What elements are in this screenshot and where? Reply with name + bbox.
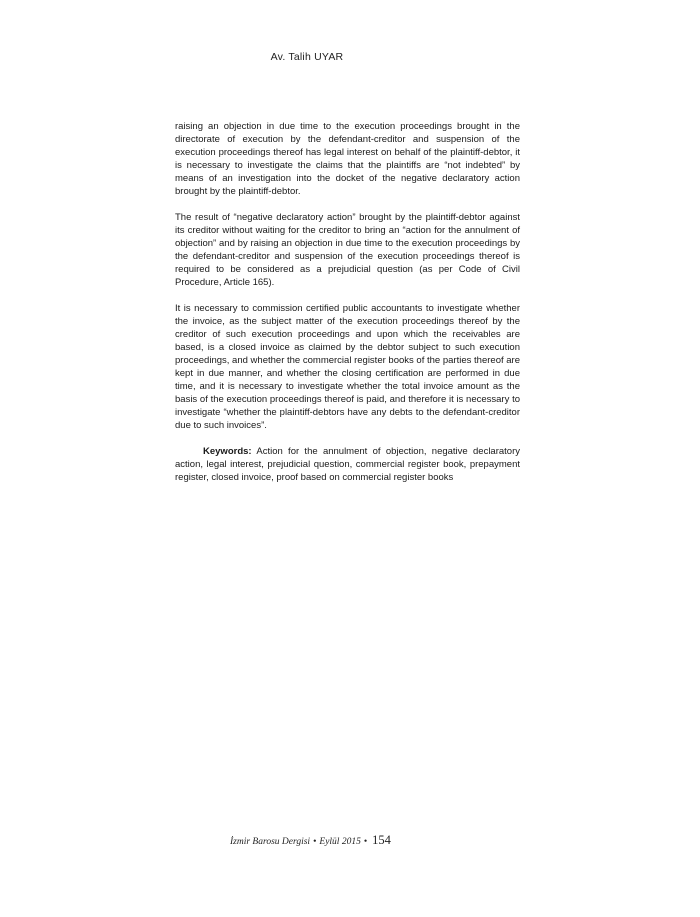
keywords-paragraph [175,445,520,484]
keywords-label: Keywords: [203,446,252,457]
body-paragraph-1: raising an objection in due time to the execution proceedings brought in the directorate of execution by the defendant-creditor and suspension of the execution proceedings thereof has legal interest on behalf of the plaintiff-debtor, it is necessary to investigate the claims that the plaintiffs are “not indebted” by means of an investigation into the docket of the negative declaratory action brought by the plaintiff-debtor. [175,121,520,197]
article-body [175,120,520,497]
journal-name: İzmir Barosu Dergisi [230,837,311,847]
page-footer [230,833,391,848]
journal-issue: Eylül 2015 [319,837,361,847]
footer-separator-1: • [313,837,317,847]
keywords-text: Action for the annulment of objection, negative declaratory action, legal interest, prejudicial question, commercial register book, prepayment register, closed invoice, proof based on commercial register books [175,446,520,483]
page-number: 154 [372,833,391,847]
footer-separator-2: • [363,837,368,847]
body-paragraph-2: The result of “negative declaratory action” brought by the plaintiff-debtor against its creditor without waiting for the creditor to bring an “action for the annulment of objection” and by raising an objection in due time to the execution proceedings by the defendant-creditor and suspension of the execution proceedings thereof is required to be considered as a prejudicial question (as per Code of Civil Procedure, Article 165). [175,212,520,288]
running-header-author: Av. Talih UYAR [270,51,344,63]
body-paragraph-3: It is necessary to commission certified public accountants to investigate whether the invoice, as the subject matter of the execution proceedings thereof by the creditor of such execution proceedings and upon which the receivables are based, is a closed invoice as claimed by the debtor subject to such execution proceedings, and whether the commercial register books of the parties thereof are kept in due manner, and whether the closing certification are performed in due time, and it is necessary to investigate whether the total invoice amount as the basis of the execution proceedings thereof is paid, and therefore it is necessary to investigate “whether the plaintiff-debtors have any debts to the defendant-creditor due to such invoices”. [175,303,520,431]
